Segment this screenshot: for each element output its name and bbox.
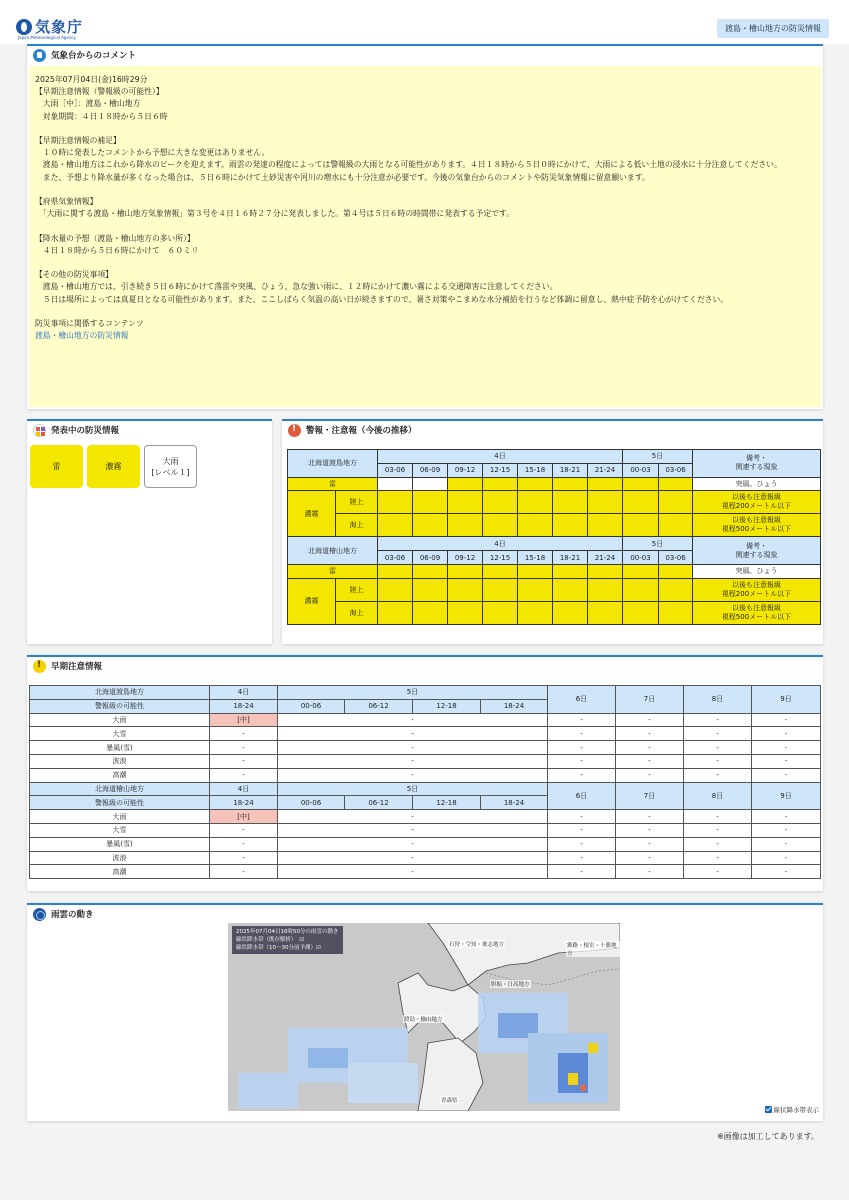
slot-header: 00-06: [278, 699, 345, 713]
comment-line: 【降水量の予想（渡島・檜山地方の多い所）】: [35, 233, 195, 243]
possibility-cell: -: [548, 754, 616, 768]
image-note: ※画像は加工してあります。: [716, 1132, 819, 1141]
comment-icon: [33, 49, 46, 62]
linear-rainband-toggle[interactable]: [765, 1105, 820, 1114]
phenomenon-label: 波浪: [30, 851, 210, 865]
comment-line: ４日１８時から５日６時にかけて ６０ミリ: [35, 245, 199, 255]
info-grid-icon: [33, 424, 46, 437]
time-cell: [378, 491, 413, 514]
table-row: [30, 727, 821, 741]
time-header: 15-18: [518, 463, 553, 477]
comment-line: ５日は場所によっては真夏日となる可能性があります。また、ここしばらく気温の高い日が続きますので、暑さ対策やこまめな水分補給を行うなど体調に留意し、熱中症予防を心がけてください。: [35, 294, 729, 304]
warning-type-fog: 濃霧: [288, 491, 336, 537]
warning-type-fog: 濃霧: [288, 578, 336, 624]
phenomenon-label: 高潮: [30, 865, 210, 879]
table-row: [288, 537, 821, 551]
table-row: [30, 810, 821, 824]
phenomenon-label: 大雨: [30, 810, 210, 824]
possibility-cell: -: [548, 823, 616, 837]
time-header: 21-24: [588, 551, 623, 565]
slot-header: 06-12: [345, 699, 413, 713]
phenomenon-label: 暴風(雪): [30, 837, 210, 851]
comment-line: 【早期注意情報の補足】: [35, 136, 121, 146]
slot-header: 18-24: [210, 796, 278, 810]
time-cell: [623, 514, 659, 537]
comment-line: 【その他の防災事項】: [35, 270, 113, 280]
time-header: 03-06: [378, 551, 413, 565]
slot-header: 12-18: [413, 699, 481, 713]
warning-icon: [33, 660, 46, 673]
subarea-land: 陸上: [336, 491, 378, 514]
possibility-cell: -: [684, 768, 752, 782]
possibility-cell: -: [616, 713, 684, 727]
possibility-cell: -: [278, 741, 548, 755]
time-cell: [588, 514, 623, 537]
day-header: 6日: [548, 686, 616, 714]
possibility-cell: -: [684, 727, 752, 741]
day-header: 4日: [378, 537, 623, 551]
possibility-cell: -: [548, 741, 616, 755]
time-cell: [518, 578, 553, 601]
time-cell: [588, 491, 623, 514]
possibility-cell: -: [684, 823, 752, 837]
time-cell: [659, 514, 693, 537]
table-row: [288, 514, 821, 537]
time-cell: [659, 477, 693, 491]
possibility-cell: -: [278, 810, 548, 824]
warning-type-thunder: 雷: [288, 477, 378, 491]
table-row: [30, 713, 821, 727]
current-warning-thunder[interactable]: [30, 445, 83, 488]
time-cell: [378, 601, 413, 624]
early-warning-table: [29, 685, 821, 879]
time-cell: [448, 601, 483, 624]
region-header: 北海道渡島地方: [30, 686, 210, 700]
area-tag: 渡島・檜山地方の防災情報: [717, 19, 829, 38]
warnings-title: 警報・注意報（今後の推移）: [306, 426, 417, 436]
day-header: 9日: [752, 686, 821, 714]
time-header: 18-21: [553, 463, 588, 477]
time-header: 09-12: [448, 463, 483, 477]
possibility-cell: -: [278, 837, 548, 851]
time-cell: [659, 601, 693, 624]
table-row: [288, 578, 821, 601]
possibility-cell: -: [752, 727, 821, 741]
possibility-cell: -: [616, 741, 684, 755]
time-header: 15-18: [518, 551, 553, 565]
possibility-cell: -: [548, 713, 616, 727]
slot-header: 12-18: [413, 796, 481, 810]
time-cell: [659, 564, 693, 578]
day-header: 5日: [278, 782, 548, 796]
comment-panel-header: [27, 46, 823, 64]
possibility-cell: -: [210, 823, 278, 837]
time-cell: [518, 477, 553, 491]
possibility-cell: -: [278, 727, 548, 741]
possibility-cell: -: [210, 768, 278, 782]
possibility-cell: -: [684, 713, 752, 727]
possibility-cell: -: [684, 810, 752, 824]
day-header: 4日: [378, 450, 623, 464]
time-cell: [448, 491, 483, 514]
possibility-cell: -: [278, 865, 548, 879]
day-header: 5日: [623, 537, 693, 551]
time-cell: [378, 477, 413, 491]
day-header: 7日: [616, 686, 684, 714]
possibility-cell: -: [684, 851, 752, 865]
region-header: 北海道渡島地方: [288, 450, 378, 478]
current-warning-label: 雷: [52, 462, 61, 471]
radar-title: 雨雲の動き: [51, 910, 94, 920]
possibility-cell: -: [210, 727, 278, 741]
possibility-cell: -: [548, 810, 616, 824]
time-cell: [483, 578, 518, 601]
time-cell: [518, 601, 553, 624]
time-cell: [623, 601, 659, 624]
time-cell: [378, 578, 413, 601]
current-info-title: 発表中の防災情報: [51, 426, 120, 436]
time-cell: [413, 514, 448, 537]
possibility-cell: -: [616, 865, 684, 879]
time-cell: [413, 491, 448, 514]
possibility-cell: -: [684, 837, 752, 851]
possibility-cell: -: [210, 865, 278, 879]
possibility-cell: -: [278, 768, 548, 782]
possibility-cell: -: [616, 768, 684, 782]
possibility-cell: -: [752, 865, 821, 879]
time-header: 12-15: [483, 551, 518, 565]
possibility-cell: -: [210, 837, 278, 851]
time-cell: [553, 601, 588, 624]
possibility-cell: -: [752, 810, 821, 824]
possibility-cell: -: [548, 768, 616, 782]
map-label: 石狩・空知・後志地方: [449, 942, 505, 948]
time-cell: [553, 491, 588, 514]
possibility-cell: -: [752, 768, 821, 782]
warnings-panel: [282, 419, 823, 644]
day-header: 9日: [752, 782, 821, 810]
logo-subtitle: Japan Meteorological Agency: [18, 35, 76, 40]
slot-header: 18-24: [481, 699, 548, 713]
radar-legend-line: 線状降水帯（既存解析） ☑: [236, 937, 305, 943]
time-cell: [553, 514, 588, 537]
possibility-cell: -: [752, 837, 821, 851]
time-header: 06-09: [413, 463, 448, 477]
comment-panel: [27, 44, 823, 409]
table-row: [288, 564, 821, 578]
time-header: 12-15: [483, 463, 518, 477]
remarks-cell: 突風、ひょう: [693, 477, 821, 491]
region-header: 北海道檜山地方: [30, 782, 210, 796]
time-cell: [413, 578, 448, 601]
comment-panel-title: 気象台からのコメント: [51, 51, 137, 61]
region-header: 北海道檜山地方: [288, 537, 378, 565]
possibility-header: 警報級の可能性: [30, 796, 210, 810]
current-info-header: [27, 421, 272, 439]
time-cell: [448, 564, 483, 578]
possibility-cell: -: [616, 851, 684, 865]
checkbox-label: 線状降水帯表示: [773, 1106, 819, 1114]
possibility-cell: -: [752, 851, 821, 865]
possibility-cell: -: [616, 823, 684, 837]
possibility-cell: -: [210, 754, 278, 768]
subarea-land: 陸上: [336, 578, 378, 601]
possibility-mid: [中]: [210, 810, 278, 824]
possibility-cell: -: [616, 754, 684, 768]
comment-line: [35, 123, 815, 135]
comment-line: 大雨［中］：渡島・檜山地方: [35, 99, 141, 109]
time-cell: [588, 477, 623, 491]
comment-line: 対象期間：４日１８時から５日６時: [35, 111, 168, 121]
remarks-cell: 以後も注意報級 視程500メートル以下: [693, 601, 821, 624]
comment-line: [35, 220, 815, 232]
day-header: 5日: [623, 450, 693, 464]
table-row: [288, 491, 821, 514]
phenomenon-label: 暴風(雪): [30, 741, 210, 755]
logo-text: 気象庁: [35, 18, 84, 36]
time-header: 03-06: [378, 463, 413, 477]
jma-logo[interactable]: [16, 16, 83, 37]
radar-map[interactable]: [228, 923, 620, 1111]
time-cell: [588, 601, 623, 624]
time-header: 09-12: [448, 551, 483, 565]
early-warning-panel: [27, 655, 823, 891]
related-link[interactable]: 渡島・檜山地方の防災情報: [35, 331, 129, 341]
time-cell: [483, 491, 518, 514]
possibility-cell: -: [752, 713, 821, 727]
time-cell: [518, 491, 553, 514]
possibility-cell: -: [278, 754, 548, 768]
subarea-sea: 海上: [336, 514, 378, 537]
current-warning-fog[interactable]: [87, 445, 140, 488]
time-cell: [413, 564, 448, 578]
warnings-table: [287, 449, 821, 625]
day-header: 6日: [548, 782, 616, 810]
time-cell: [378, 564, 413, 578]
time-cell: [518, 564, 553, 578]
warning-type-thunder: 雷: [288, 564, 378, 578]
possibility-cell: -: [278, 823, 548, 837]
remarks-cell: 以後も注意報級 視程200メートル以下: [693, 491, 821, 514]
possibility-cell: -: [752, 754, 821, 768]
comment-line: [35, 306, 815, 318]
current-info-panel: [27, 419, 272, 644]
time-header: 03-06: [659, 463, 693, 477]
table-row: [30, 837, 821, 851]
phenomenon-label: 波浪: [30, 754, 210, 768]
time-cell: [553, 564, 588, 578]
possibility-cell: -: [278, 851, 548, 865]
radar-legend: [232, 926, 343, 954]
time-cell: [588, 578, 623, 601]
time-cell: [448, 578, 483, 601]
subarea-sea: 海上: [336, 601, 378, 624]
time-header: 03-06: [659, 551, 693, 565]
possibility-cell: -: [616, 837, 684, 851]
day-header: 5日: [278, 686, 548, 700]
phenomenon-label: 大雨: [30, 713, 210, 727]
time-header: 00-03: [623, 463, 659, 477]
map-label: 渡島・檜山地方: [404, 1017, 443, 1023]
comment-line: 【府県気象情報】: [35, 197, 98, 207]
day-header: 8日: [684, 686, 752, 714]
table-row: [30, 754, 821, 768]
time-cell: [659, 491, 693, 514]
table-row: [288, 450, 821, 464]
time-cell: [623, 477, 659, 491]
early-warning-title: 早期注意情報: [51, 662, 103, 672]
possibility-cell: -: [752, 823, 821, 837]
possibility-cell: -: [548, 837, 616, 851]
possibility-cell: -: [210, 851, 278, 865]
early-warning-header: [27, 657, 823, 675]
possibility-cell: -: [548, 865, 616, 879]
time-cell: [623, 564, 659, 578]
slot-header: 18-24: [210, 699, 278, 713]
time-cell: [483, 514, 518, 537]
top-bar: [0, 0, 849, 44]
time-header: 21-24: [588, 463, 623, 477]
table-row: [288, 477, 821, 491]
comment-line: 渡島・檜山地方では、引き続き５日６時にかけて落雷や突風、ひょう、急な強い雨に、１２時にかけて濃い霧による交通障害に注意してください。: [35, 282, 558, 292]
time-cell: [518, 514, 553, 537]
comment-line: 2025年07月04日(金)16時29分: [35, 75, 148, 84]
current-warning-label: 濃霧: [105, 462, 122, 471]
time-cell: [588, 564, 623, 578]
remarks-cell: 突風、ひょう: [693, 564, 821, 578]
table-row: [30, 768, 821, 782]
time-cell: [659, 578, 693, 601]
time-cell: [553, 578, 588, 601]
comment-line: 渡島・檜山地方はこれから降水のピークを迎えます。雨雲の発達の程度によっては警報級の大雨となる可能性があります。４日１８時から５日０時にかけて、大雨による低い土地の浸水に十分注意してください。: [35, 160, 782, 170]
table-row: [30, 741, 821, 755]
comment-line: 【早期注意情報（警報級の可能性）】: [35, 87, 164, 97]
time-header: 06-09: [413, 551, 448, 565]
time-cell: [623, 578, 659, 601]
possibility-cell: -: [210, 741, 278, 755]
possibility-cell: -: [684, 754, 752, 768]
time-cell: [623, 491, 659, 514]
remarks-header: 備考・ 関連する現象: [693, 537, 821, 565]
possibility-cell: -: [684, 741, 752, 755]
slot-header: 18-24: [481, 796, 548, 810]
radar-legend-line: 線状降水帯（10〜30分前予測）☑: [236, 945, 321, 951]
radar-header: [27, 905, 823, 923]
slot-header: 00-06: [278, 796, 345, 810]
table-row: [30, 823, 821, 837]
remarks-cell: 以後も注意報級 視程500メートル以下: [693, 514, 821, 537]
day-header: 4日: [210, 686, 278, 700]
possibility-cell: -: [548, 851, 616, 865]
warnings-header: [282, 421, 823, 439]
possibility-cell: -: [548, 727, 616, 741]
time-header: 00-03: [623, 551, 659, 565]
current-warning-heavy-rain[interactable]: [144, 445, 197, 488]
remarks-header: 備考・ 関連する現象: [693, 450, 821, 478]
table-row: [30, 782, 821, 796]
comment-line: [35, 257, 815, 269]
time-cell: [448, 514, 483, 537]
phenomenon-label: 大雪: [30, 823, 210, 837]
slot-header: 06-12: [345, 796, 413, 810]
alert-triangle-icon: [288, 424, 301, 437]
table-row: [30, 865, 821, 879]
day-header: 4日: [210, 782, 278, 796]
time-cell: [483, 477, 518, 491]
time-header: 18-21: [553, 551, 588, 565]
related-contents-heading: 防災事項に関係するコンテンツ: [35, 319, 144, 329]
time-cell: [378, 514, 413, 537]
possibility-cell: -: [616, 727, 684, 741]
possibility-cell: -: [278, 713, 548, 727]
day-header: 7日: [616, 782, 684, 810]
possibility-header: 警報級の可能性: [30, 699, 210, 713]
radar-legend-title: 2025年07月04日16時50分の雨雲の動き: [236, 929, 339, 935]
time-cell: [483, 564, 518, 578]
checkbox-checked-icon[interactable]: [765, 1106, 772, 1113]
map-label: 胆振・日高地方: [491, 982, 530, 988]
comment-line: １０時に発表したコメントから予想に大きな変更はありません。: [35, 148, 270, 158]
time-cell: [413, 601, 448, 624]
possibility-cell: -: [684, 865, 752, 879]
table-row: [30, 851, 821, 865]
globe-icon: [33, 908, 46, 921]
comment-body: [29, 66, 821, 407]
comment-line: [35, 184, 815, 196]
map-label: 青森県: [441, 1098, 458, 1104]
phenomenon-label: 大雪: [30, 727, 210, 741]
time-cell: [448, 477, 483, 491]
remarks-cell: 以後も注意報級 視程200メートル以下: [693, 578, 821, 601]
time-cell: [413, 477, 448, 491]
comment-line: また、予想より降水量が多くなった場合は、５日６時にかけて土砂災害や河川の増水にも十分注意が必要です。今後の気象台からのコメントや防災気象情報に留意願います。: [35, 172, 650, 182]
jma-logo-icon: [16, 19, 32, 35]
possibility-mid: [中]: [210, 713, 278, 727]
time-cell: [553, 477, 588, 491]
time-cell: [483, 601, 518, 624]
map-label: 釧路・根室・十勝地方: [566, 941, 620, 957]
possibility-cell: -: [616, 810, 684, 824]
current-warning-label: 大雨 [レベル１]: [151, 456, 190, 477]
phenomenon-label: 高潮: [30, 768, 210, 782]
comment-line: 「大雨に関する渡島・檜山地方気象情報」第３号を４日１６時２７分に発表しました。第４号は５日６時の時間帯に発表する予定です。: [35, 209, 514, 219]
day-header: 8日: [684, 782, 752, 810]
table-row: [30, 686, 821, 700]
table-row: [288, 601, 821, 624]
possibility-cell: -: [752, 741, 821, 755]
